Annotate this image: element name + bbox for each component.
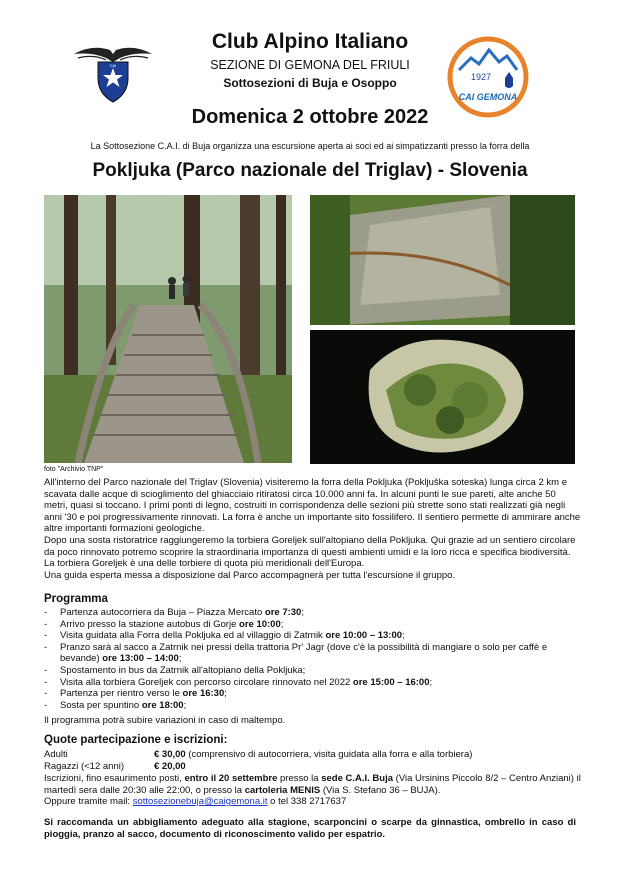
- programme-item: - Spostamento in bus da Zatrnik all'altopiano della Pokljuka;: [44, 665, 584, 677]
- programme-item: - Sosta per spuntino ore 18:00;: [44, 700, 584, 712]
- fee-kids-label: Ragazzi (<12 anni): [44, 761, 125, 772]
- programme-list: [44, 607, 584, 711]
- gorge-walkway-photo: [310, 195, 575, 325]
- programme-note: Il programma potrà subire variazioni in caso di maltempo.: [44, 715, 286, 726]
- email-link[interactable]: sottosezionebuja@caigemona.it: [132, 796, 268, 808]
- recommendation: Si raccomanda un abbigliamento adeguato alla stagione, scarponcini o scarpe da ginnastica, ombrello in caso di pioggia, pranzo al sacco, documento di riconoscimento valido per espatrio.: [44, 817, 576, 840]
- svg-text:CAI: CAI: [109, 63, 117, 68]
- fees-title: Quote partecipazione e iscrizioni:: [44, 734, 228, 746]
- badge-name: CAI GEMONA: [458, 92, 518, 102]
- event-description: [44, 477, 582, 581]
- programme-title: Programma: [44, 593, 108, 605]
- bridge-forest-photo: [44, 195, 292, 463]
- fee-adults-price: € 30,00: [154, 749, 186, 760]
- fee-adults-row: [44, 749, 472, 760]
- photo-credit: foto "Archivio TNP": [44, 466, 104, 473]
- event-destination: Pokljuka (Parco nazionale del Triglav) - Slovenia: [92, 160, 528, 181]
- registration-info: Iscrizioni, fino esaurimento posti, entro il 20 settembre presso la sede C.A.I. Buja (Via Ursinins Piccolo 8/2 – Centro Anziani) il martedì sera dalle 20:30 alle 22:00, o presso la cartoleria MENIS (Via S. Stefano 36 – BUJA). Oppure tramite mail: sottosezionebuja@caigemona.it o tel 338 2717637: [44, 773, 581, 808]
- programme-item: - Pranzo sarà al sacco a Zatrnik nei pressi della trattoria Pr' Jagr (dove c'è la possibilità di mangiare o solo per caffè e bevande) ore 13:00 – 14:00;: [44, 642, 584, 665]
- club-title: Club Alpino Italiano: [211, 30, 409, 53]
- fee-adults-note: (comprensivo di autocorriera, visita guidata alla forra e alla torbiera): [185, 749, 473, 760]
- fee-kids-row: [44, 761, 186, 772]
- description-paragraph: Dopo una sosta ristoratrice raggiungeremo la torbiera Goreljek sull'altopiano della Pokljuka. Qui grazie ad un sentiero circolare da poco rinnovato potremo scoprire la straordinaria importanza di questi ambienti umidi e la loro ricca e specifica biodiversità. La torbiera Goreljek è una delle torbiere di quota più meridionali dell'Europa.: [44, 534, 576, 570]
- programme-item: - Visita alla torbiera Goreljek con percorso circolare rinnovato nel 2022 ore 15:00 – 16:00;: [44, 677, 584, 689]
- badge-year: 1927: [470, 72, 492, 82]
- cave-window-photo: [310, 330, 575, 464]
- club-section: SEZIONE DI GEMONA DEL FRIULI: [210, 58, 410, 72]
- programme-item: - Partenza autocorriera da Buja – Piazza Mercato ore 7:30;: [44, 607, 584, 619]
- description-paragraph: Una guida esperta messa a disposizione dal Parco accompagnerà per tutta l'escursione il gruppo.: [44, 569, 456, 581]
- event-date: Domenica 2 ottobre 2022: [191, 106, 429, 128]
- fee-kids-price: € 20,00: [154, 761, 186, 772]
- event-intro: La Sottosezione C.A.I. di Buja organizza una escursione aperta ai soci ed ai simpatizzanti presso la forra della: [90, 141, 530, 151]
- programme-item: - Visita guidata alla Forra della Pokljuka ed al villaggio di Zatrnik ore 10:00 – 13:00;: [44, 630, 584, 642]
- description-paragraph: All'interno del Parco nazionale del Triglav (Slovenia) visiteremo la forra della Pokljuka (Pokljuška soteska) lunga circa 2 km e scavata dalle acque di scioglimento del ghiacciaio ritiratosi circa 10.000 anni fa. In alcuni punti le sue pareti, alte anche 50 metri, quasi si toccano. I primi ponti di legno, costruiti in corrispondenza delle sezioni più strette sono stati realizzati già negli anni '30 e poi progressivamente rinnovati. La forra è anche un importante sito fossilifero. Il sentiero permette di ammirare anche altre importanti formazioni geologiche.: [44, 477, 581, 535]
- programme-item: - Partenza per rientro verso le ore 16:30;: [44, 688, 584, 700]
- club-subsections: Sottosezioni di Buja e Osoppo: [223, 76, 397, 90]
- fee-adults-label: Adulti: [44, 749, 68, 760]
- programme-item: - Arrivo presso la stazione autobus di Gorje ore 10:00;: [44, 619, 584, 631]
